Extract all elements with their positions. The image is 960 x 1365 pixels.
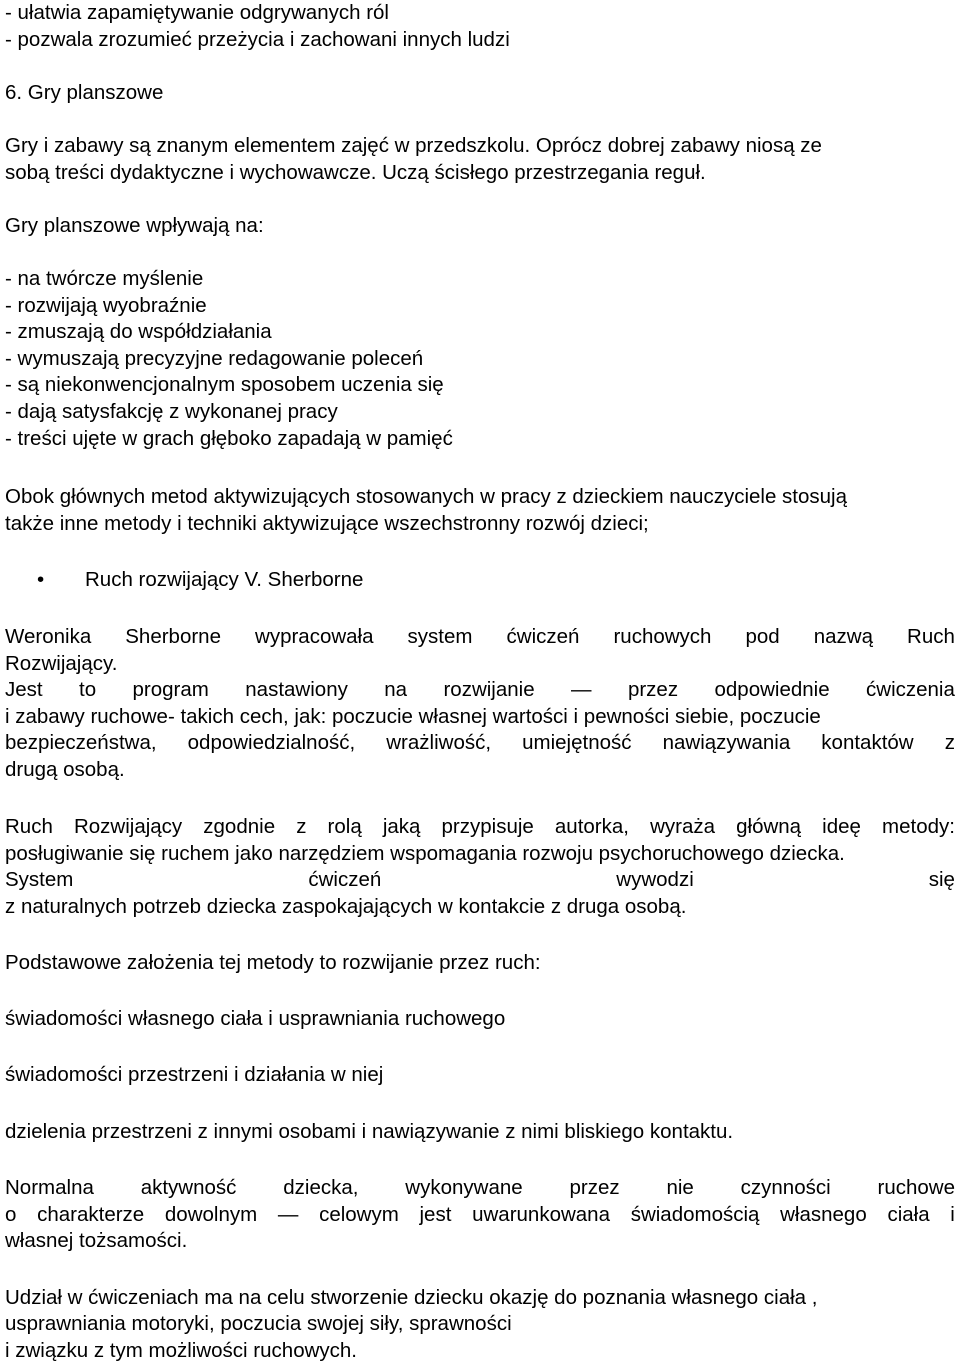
word: nastawiony: [245, 678, 348, 701]
word: wyraża: [650, 815, 716, 838]
list-item: - zmuszają do współdziałania: [5, 320, 272, 343]
word: nawiązywania: [662, 731, 791, 754]
word: dowolnym: [164, 1203, 258, 1226]
word: nazwą: [813, 625, 874, 648]
word: wypracowała: [255, 625, 374, 648]
word: uwarunkowana: [472, 1203, 610, 1226]
word: o: [5, 1203, 17, 1226]
justified-line: [5, 624, 955, 650]
word: z: [944, 731, 955, 754]
justified-line: [5, 867, 955, 893]
bullet-text: Ruch rozwijający V. Sherborne: [85, 568, 364, 591]
word: ćwiczeń: [308, 868, 382, 891]
text-line: i zabawy ruchowe- takich cech, jak: poczucie własnej wartości i pewności siebie, poczucie: [5, 705, 821, 728]
word: to: [79, 678, 97, 701]
word: ruchowych: [613, 625, 712, 648]
text-line: - ułatwia zapamiętywanie odgrywanych ról: [5, 1, 389, 24]
assumptions-heading: Podstawowe założenia tej metody to rozwijanie przez ruch:: [5, 951, 541, 974]
word: Normalna: [5, 1176, 94, 1199]
word: świadomością: [630, 1203, 760, 1226]
word: jaką: [382, 815, 421, 838]
list-item: - na twórcze myślenie: [5, 267, 204, 290]
word: własnego: [780, 1203, 867, 1226]
section-heading: 6. Gry planszowe: [5, 81, 164, 104]
word: Ruch: [907, 625, 955, 648]
text-line: - pozwala zrozumieć przeżycia i zachowani innych ludzi: [5, 28, 510, 51]
word: przez: [569, 1176, 620, 1199]
word: celowym: [319, 1203, 399, 1226]
list-item: - rozwijają wyobraźnie: [5, 294, 207, 317]
text-line: i związku z tym możliwości ruchowych.: [5, 1339, 357, 1362]
list-item: - są niekonwencjonalnym sposobem uczenia się: [5, 373, 444, 396]
word: —: [571, 678, 592, 701]
intro-line: sobą treści dydaktyczne i wychowawcze. Uczą ścisłego przestrzegania reguł.: [5, 161, 706, 184]
text-line: posługiwanie się ruchem jako narzędziem wspomagania rozwoju psychoruchowego dziecka.: [5, 842, 845, 865]
word: Sherborne: [125, 625, 221, 648]
word: nie: [666, 1176, 694, 1199]
word: odpowiedzialność,: [187, 731, 356, 754]
word: metody:: [882, 815, 955, 838]
justified-line: [5, 1202, 955, 1228]
list-item: - dają satysfakcję z wykonanej pracy: [5, 400, 338, 423]
influence-heading: Gry planszowe wpływają na:: [5, 214, 264, 237]
word: czynności: [740, 1176, 831, 1199]
word: Ruch: [5, 815, 53, 838]
methods-line: Obok głównych metod aktywizujących stosowanych w pracy z dzieckiem nauczyciele stosują: [5, 485, 848, 508]
justified-line: [5, 677, 955, 703]
word: Rozwijający: [73, 815, 183, 838]
list-item: - wymuszają precyzyjne redagowanie poleceń: [5, 347, 424, 370]
text-line: Rozwijający.: [5, 652, 118, 675]
text-line: usprawniania motoryki, poczucia swojej siły, sprawności: [5, 1312, 512, 1335]
word: umiejętność: [522, 731, 632, 754]
word: wywodzi: [616, 868, 694, 891]
justified-line: [5, 814, 955, 840]
bullet-icon: •: [37, 568, 45, 591]
word: ideę: [822, 815, 861, 838]
word: kontaktów: [821, 731, 914, 754]
word: przez: [627, 678, 679, 701]
assumption-item: świadomości przestrzeni i działania w niej: [5, 1063, 384, 1086]
word: jest: [419, 1203, 452, 1226]
list-item: - treści ujęte w grach głęboko zapadają w pamięć: [5, 427, 453, 450]
word: na: [384, 678, 408, 701]
assumption-item: świadomości własnego ciała i usprawniania ruchowego: [5, 1007, 506, 1030]
word: i: [950, 1203, 955, 1226]
word: wrażliwość,: [386, 731, 492, 754]
word: —: [277, 1203, 299, 1226]
word: rozwijanie: [443, 678, 535, 701]
justified-line: [5, 1175, 955, 1201]
text-line: Udział w ćwiczeniach ma na celu stworzenie dziecku okazję do poznania własnego ciała ,: [5, 1286, 818, 1309]
word: zgodnie: [203, 815, 276, 838]
word: Jest: [5, 678, 43, 701]
word: program: [132, 678, 209, 701]
word: bezpieczeństwa,: [5, 731, 157, 754]
intro-line: Gry i zabawy są znanym elementem zajęć w przedszkolu. Oprócz dobrej zabawy niosą ze: [5, 134, 822, 157]
word: ćwiczenia: [866, 678, 955, 701]
word: system: [407, 625, 473, 648]
justified-line: [5, 730, 955, 756]
word: autorka,: [554, 815, 629, 838]
word: odpowiednie: [714, 678, 830, 701]
word: główną: [736, 815, 802, 838]
word: aktywność: [140, 1176, 237, 1199]
word: charakterze: [37, 1203, 145, 1226]
text-line: drugą osobą.: [5, 758, 125, 781]
word: Weronika: [5, 625, 92, 648]
word: rolą: [327, 815, 362, 838]
word: pod: [745, 625, 780, 648]
text-line: z naturalnych potrzeb dziecka zaspokajających w kontakcie z druga osobą.: [5, 895, 687, 918]
word: przypisuje: [441, 815, 534, 838]
text-line: własnej tożsamości.: [5, 1229, 188, 1252]
word: dziecka,: [283, 1176, 359, 1199]
word: ćwiczeń: [506, 625, 580, 648]
word: System: [5, 868, 74, 891]
methods-line: także inne metody i techniki aktywizujące wszechstronny rozwój dzieci;: [5, 512, 649, 535]
assumption-item: dzielenia przestrzeni z innymi osobami i nawiązywanie z nimi bliskiego kontaktu.: [5, 1120, 734, 1143]
word: się: [928, 868, 955, 891]
word: wykonywane: [405, 1176, 523, 1199]
word: z: [296, 815, 307, 838]
word: ciała: [887, 1203, 930, 1226]
word: ruchowe: [877, 1176, 955, 1199]
